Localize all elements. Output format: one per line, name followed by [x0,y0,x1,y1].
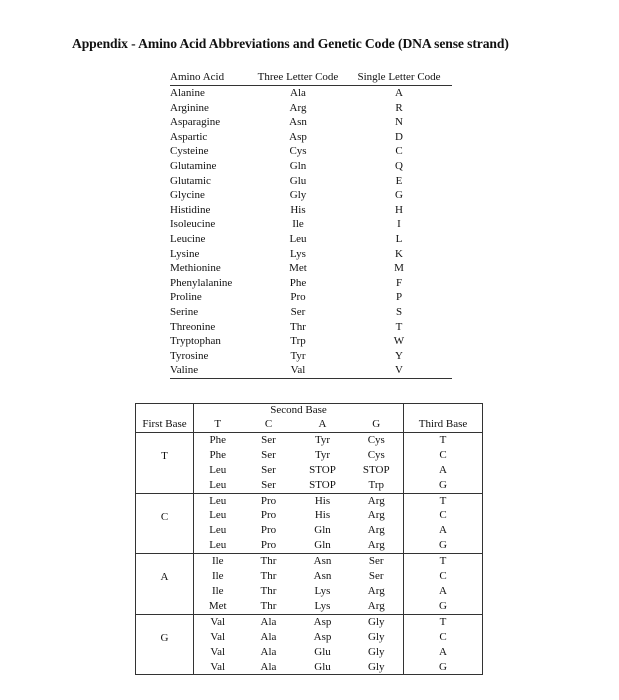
amino-acid-name: Proline [170,291,202,304]
codon-second-g: Arg [350,508,404,523]
amino-acid-name: Leucine [170,232,206,245]
codon-second-c: Ser [242,478,296,493]
amino-acid-row [170,320,452,335]
codon-second-g: Gly [350,660,404,675]
codon-second-g: Arg [350,599,404,614]
codon-second-t: Val [194,660,242,675]
amino-acid-name: Tyrosine [170,349,209,362]
codon-second-t: Val [194,645,242,660]
second-base-t: T [194,417,242,432]
first-base-c: C [136,493,194,554]
single-letter-code: K [395,247,403,260]
amino-acid-name: Arginine [170,101,209,114]
single-letter-code: M [394,262,404,275]
single-letter-code: E [395,174,403,187]
codon-second-c: Ser [261,433,276,446]
header-single-letter-code: Single Letter Code [357,71,441,83]
codon-second-t: Leu [194,478,242,493]
amino-acid-name: Glutamine [170,159,217,172]
third-base: A [404,463,483,478]
codon-second-a: His [314,509,331,522]
third-base: C [404,508,483,523]
genetic-code-table [135,403,483,675]
amino-acid-row [170,188,452,203]
single-letter-code: S [395,305,403,318]
codon-second-a: His [314,494,331,507]
third-base: T [404,432,483,447]
codon-second-t: Leu [194,508,242,523]
three-letter-code: Phe [289,276,307,289]
codon-row [136,432,483,447]
second-base-c: C [242,417,296,432]
single-letter-code: A [395,87,403,99]
third-base: C [404,569,483,584]
codon-second-g: Cys [350,448,404,463]
three-letter-code: Arg [289,101,307,114]
amino-acid-row [170,115,452,130]
codon-second-c: Thr [260,584,277,597]
page-title: Appendix - Amino Acid Abbreviations and Genetic Code (DNA sense strand) [72,36,509,51]
amino-acid-name: Alanine [170,87,205,99]
amino-table-header-row [170,70,452,86]
three-letter-code: Ala [290,87,306,99]
codon-second-t: Ile [194,554,242,569]
codon-second-g: Ser [350,554,404,569]
amino-acid-name: Glutamic [170,174,211,187]
three-letter-code: Ser [290,305,306,318]
amino-acid-name: Phenylalanine [170,276,233,289]
codon-second-a: STOP [309,463,336,476]
codon-second-t: Leu [194,493,242,508]
amino-acid-name: Lysine [170,247,200,260]
single-letter-code: W [393,335,405,348]
codon-second-a: Asn [313,555,332,568]
codon-second-g: Arg [350,538,404,553]
codon-second-g: Arg [350,523,404,538]
single-letter-code: V [395,364,403,377]
codon-second-c: Ser [261,463,276,476]
single-letter-code: P [395,291,403,304]
third-base: C [404,630,483,645]
codon-second-g: Gly [350,614,404,629]
codon-second-t: Leu [194,538,242,553]
codon-second-t: Leu [194,523,242,538]
codon-second-t: Ile [194,569,242,584]
third-base-header: Third Base [404,417,483,432]
three-letter-code: Cys [289,145,307,158]
codon-second-g: Gly [350,630,404,645]
amino-acid-name: Tryptophan [170,335,221,348]
amino-acid-row [170,144,452,159]
codon-second-c: Thr [260,570,277,583]
three-letter-code: Asn [289,116,307,129]
header-blank-right [404,404,483,418]
header-blank-left [136,404,194,418]
three-letter-code: Leu [289,232,307,245]
codon-second-t: Ile [194,584,242,599]
codon-second-a: Gln [314,524,331,537]
header-amino-acid: Amino Acid [170,71,225,83]
amino-acid-table [170,70,452,379]
codon-second-c: Ala [242,660,296,675]
single-letter-code: R [395,101,403,114]
codon-second-t: Phe [194,432,242,447]
third-base: A [404,584,483,599]
codon-second-g: Cys [350,432,404,447]
codon-second-a: Glu [296,660,350,675]
amino-acid-row [170,86,452,101]
three-letter-code: Pro [290,291,306,304]
amino-acid-row [170,101,452,116]
first-base-g: G [136,614,194,675]
second-base-a: A [296,417,350,432]
amino-acid-row [170,247,452,262]
amino-acid-row [170,290,452,305]
genetic-code-body [136,404,483,675]
third-base: C [404,448,483,463]
amino-acid-row [170,174,452,189]
codon-second-c: Ala [260,615,277,628]
codon-second-t: Val [194,614,242,629]
amino-acid-row [170,334,452,349]
codon-row [136,614,483,629]
codon-second-t: Met [194,599,242,614]
codon-second-c: Ala [260,630,277,643]
codon-second-c: Thr [260,555,277,568]
amino-acid-name: Asparagine [170,116,221,129]
amino-acid-row [170,363,452,378]
single-letter-code: Y [395,349,403,362]
single-letter-code: I [397,218,401,231]
three-letter-code: Asp [289,130,307,143]
three-letter-code: Lys [290,247,306,260]
codon-second-g: Arg [350,493,404,508]
single-letter-code: C [395,145,403,158]
codon-second-c: Ser [261,448,276,461]
codon-second-a: Tyr [314,433,331,446]
single-letter-code: Q [395,159,403,172]
codon-second-g: STOP [350,463,404,478]
codon-second-g: Gly [350,645,404,660]
amino-acid-row [170,276,452,291]
header-three-letter-code: Three Letter Code [257,71,339,83]
amino-acid-row [170,159,452,174]
codon-second-t: Leu [194,463,242,478]
amino-acid-name: Cysteine [170,145,209,158]
codon-second-t: Phe [194,448,242,463]
codon-row [136,554,483,569]
codon-second-c: Pro [242,538,296,553]
first-base-a: A [136,554,194,615]
amino-acid-name: Histidine [170,203,211,216]
third-base: A [404,645,483,660]
third-base: T [404,554,483,569]
amino-acid-name: Methionine [170,262,221,275]
amino-acid-name: Isoleucine [170,218,216,231]
single-letter-code: G [395,189,403,202]
codon-second-a: Gln [296,538,350,553]
three-letter-code: His [290,203,306,216]
amino-acid-row [170,305,452,320]
three-letter-code: Val [290,364,306,377]
amino-acid-name: Threonine [170,320,216,333]
codon-second-a: STOP [296,478,350,493]
third-base: G [404,478,483,493]
codon-second-g: Arg [350,584,404,599]
codon-second-a: Asp [313,615,332,628]
codon-second-c: Pro [260,494,277,507]
three-letter-code: Glu [289,174,307,187]
codon-second-a: Asp [313,630,332,643]
third-base: G [404,599,483,614]
single-letter-code: H [395,203,403,216]
amino-acid-name: Aspartic [170,130,208,143]
amino-acid-row [170,261,452,276]
three-letter-code: Trp [290,335,306,348]
codon-second-c: Pro [260,509,277,522]
amino-acid-row [170,203,452,218]
three-letter-code: Ile [292,218,304,231]
codon-second-c: Thr [242,599,296,614]
codon-second-a: Glu [314,645,331,658]
codon-second-a: Tyr [314,448,331,461]
third-base: G [404,660,483,675]
codon-second-g: Ser [350,569,404,584]
three-letter-code: Thr [290,320,306,333]
first-base-header: First Base [136,417,194,432]
second-base-header: Second Base [194,404,404,418]
amino-acid-name: Valine [170,364,199,377]
single-letter-code: L [395,232,403,245]
single-letter-code: N [395,116,403,129]
amino-acid-row [170,217,452,232]
third-base: T [404,614,483,629]
codon-second-g: Trp [350,478,404,493]
third-base: A [404,523,483,538]
single-letter-code: F [395,276,403,289]
three-letter-code: Tyr [290,349,306,362]
first-base-t: T [136,432,194,493]
single-letter-code: T [395,320,403,333]
codon-second-a: Lys [314,584,331,597]
codon-second-a: Asn [313,570,332,583]
amino-acid-name: Glycine [170,189,205,202]
amino-acid-name: Serine [170,305,199,318]
three-letter-code: Gly [289,189,307,202]
third-base: G [404,538,483,553]
codon-second-t: Val [194,630,242,645]
second-base-g: G [350,417,404,432]
third-base: T [404,493,483,508]
three-letter-code: Met [289,262,307,275]
three-letter-code: Gln [289,159,307,172]
single-letter-code: D [395,130,403,143]
amino-acid-row [170,232,452,247]
amino-acid-row [170,349,452,364]
amino-acid-row [170,130,452,145]
codon-second-c: Pro [260,524,277,537]
codon-second-a: Lys [296,599,350,614]
amino-table-body [170,86,452,379]
codon-row [136,493,483,508]
codon-second-c: Ala [260,645,277,658]
